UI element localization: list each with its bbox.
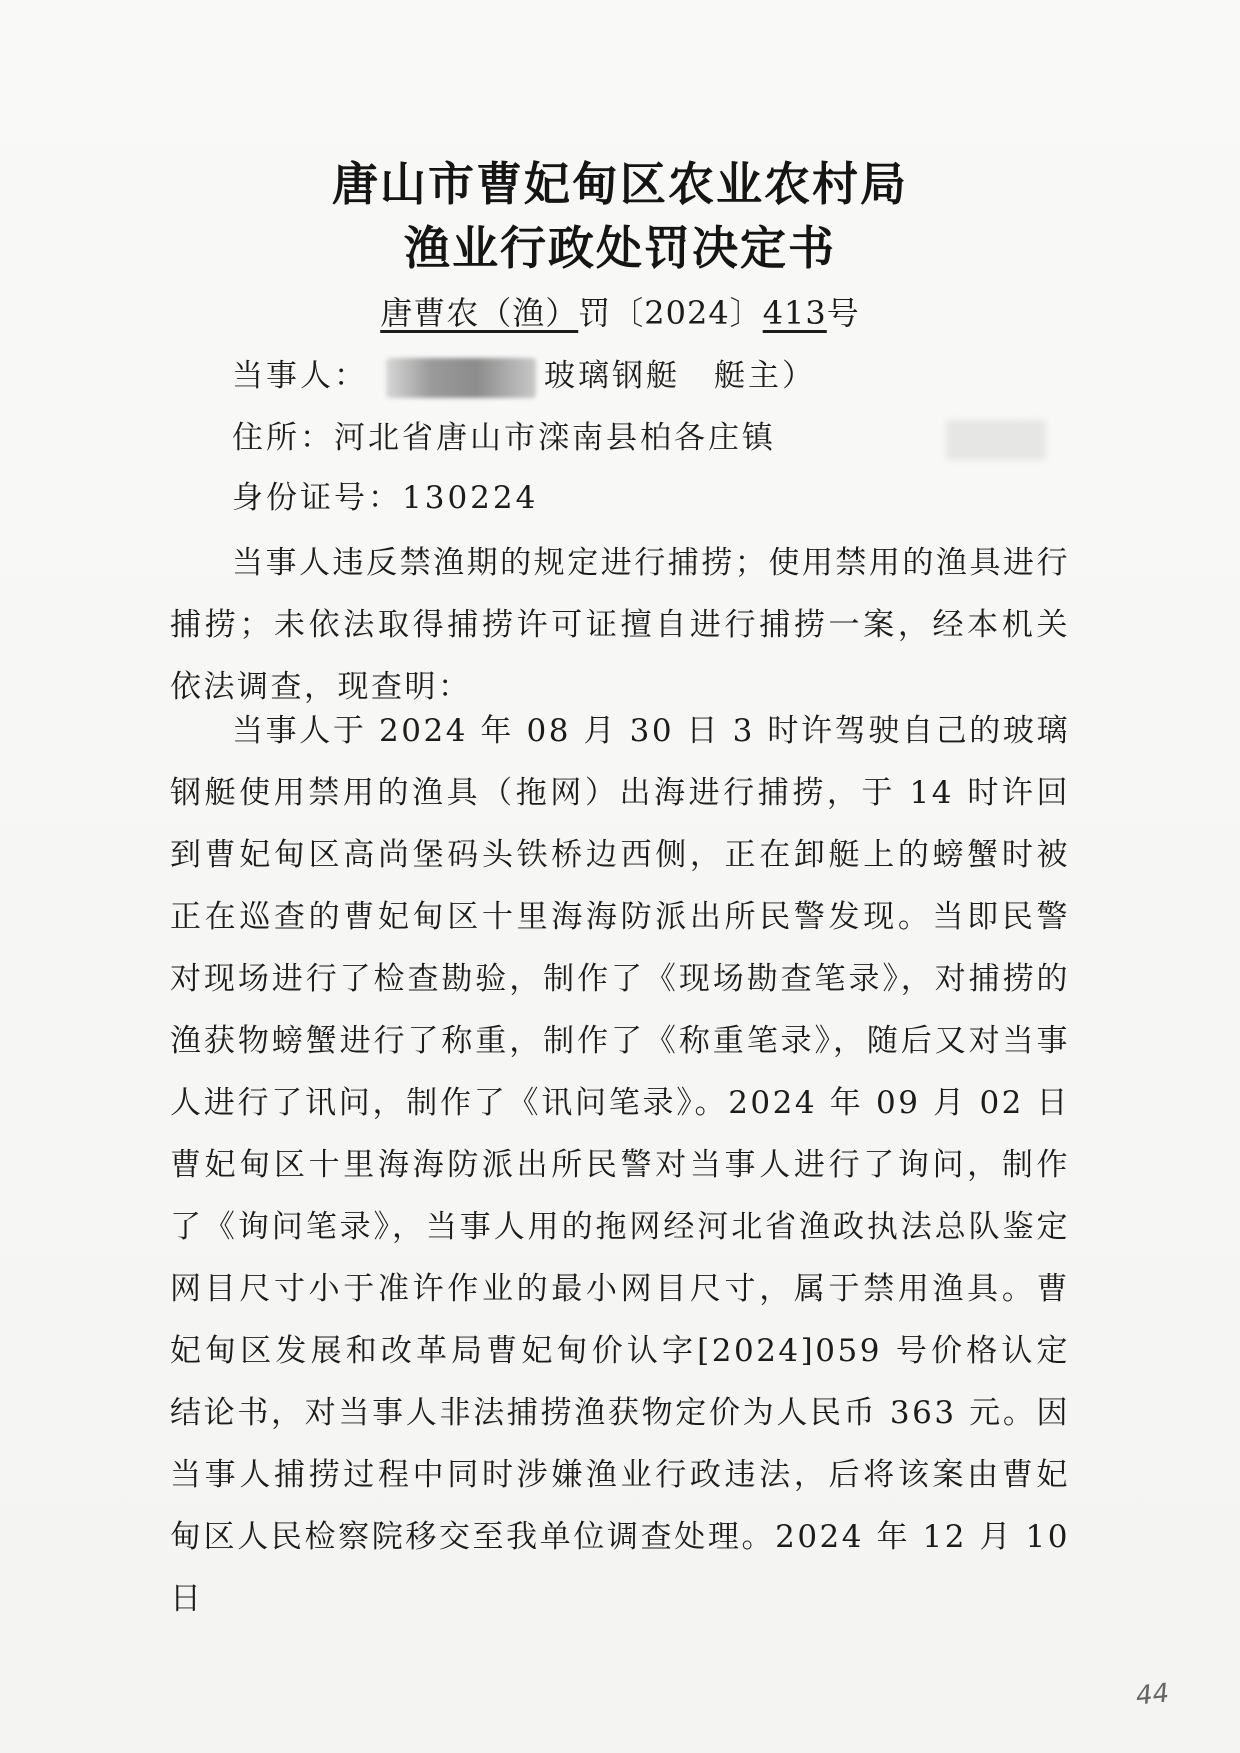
document-title-type: 渔业行政处罚决定书 bbox=[404, 221, 836, 275]
document-number bbox=[0, 288, 1240, 334]
document-title-agency: 唐山市曹妃甸区农业农村局 bbox=[332, 157, 908, 211]
page-number: 44 bbox=[1134, 1678, 1171, 1712]
party-name-role: 艇主） bbox=[714, 358, 816, 394]
doc-number-middle: 罚〔2024〕 bbox=[578, 294, 763, 332]
party-id-line bbox=[232, 472, 538, 517]
doc-number-value: 413 bbox=[762, 294, 827, 332]
redacted-name-block bbox=[386, 358, 536, 398]
party-address-value: 河北省唐山市滦南县柏各庄镇 bbox=[334, 420, 776, 456]
party-name-label: 当事人： bbox=[232, 358, 368, 394]
party-id-label: 身份证号： bbox=[232, 480, 402, 516]
doc-number-suffix: 号 bbox=[826, 294, 860, 332]
doc-number-prefix: 唐曹农（渔） bbox=[380, 294, 579, 332]
party-id-value: 130224 bbox=[402, 480, 539, 516]
redacted-address-block bbox=[946, 420, 1046, 460]
party-address-line bbox=[232, 412, 1046, 460]
case-facts-paragraph: 当事人于 2024 年 08 月 30 日 3 时许驾驶自己的玻璃钢艇使用禁用的渔具（拖网）出海进行捕捞，于 14 时许回到曹妃甸区高尚堡码头铁桥边西侧，正在卸艇上的螃蟹时被正在巡查的曹妃甸区十里海海防派出所民警发现。当即民警对现场进行了检查勘验，制作了《现场勘查笔录》，对捕捞的渔获物螃蟹进行了称重，制作了《称重笔录》，随后又对当事人进行了讯问，制作了《讯问笔录》。2024 年 09 月 02 日曹妃甸区十里海海防派出所民警对当事人进行了询问，制作了《询问笔录》，当事人用的拖网经河北省渔政执法总队鉴定网目尺寸小于准许作业的最小网目尺寸，属于禁用渔具。曹妃甸区发展和改革局曹妃甸价认字[2024]059 号价格认定结论书，对当事人非法捕捞渔获物定价为人民币 363 元。因当事人捕捞过程中同时涉嫌渔业行政违法，后将该案由曹妃甸区人民检察院移交至我单位调查处理。2024 年 12 月 10 日 bbox=[170, 713, 1070, 1617]
party-name-line bbox=[232, 350, 816, 398]
case-summary-paragraph: 当事人违反禁渔期的规定进行捕捞；使用禁用的渔具进行捕捞；未依法取得捕捞许可证擅自进行捕捞一案，经本机关依法调查，现查明： bbox=[170, 545, 1070, 705]
party-name-value: 玻璃钢艇 bbox=[544, 358, 680, 394]
party-address-label: 住所： bbox=[232, 420, 334, 456]
